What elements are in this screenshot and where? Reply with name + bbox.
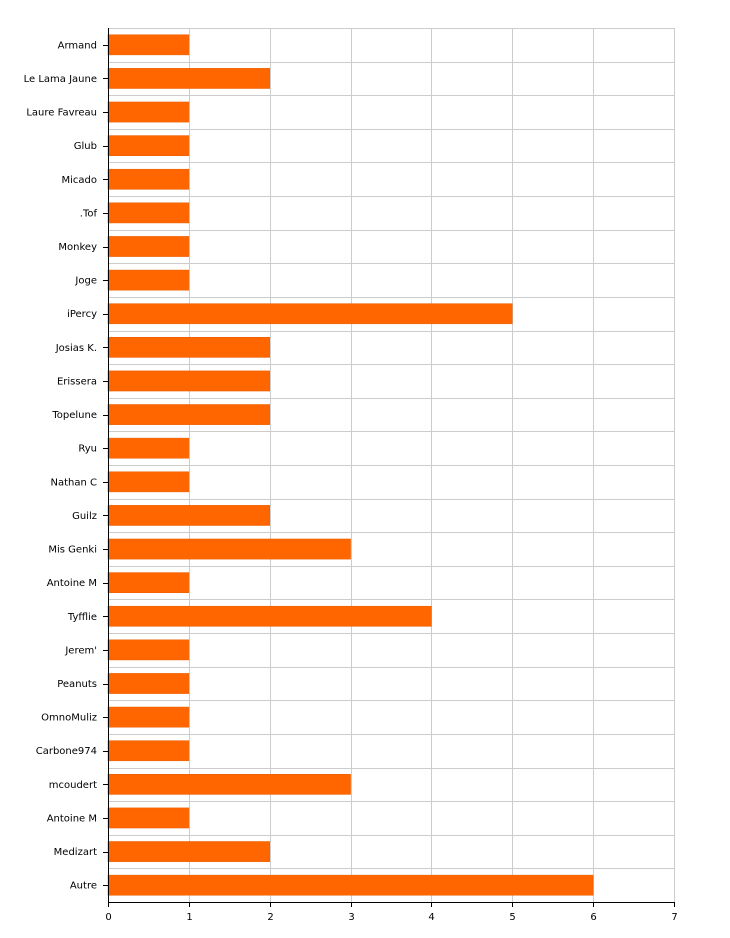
category-label: OmnoMuliz xyxy=(41,712,97,724)
bar xyxy=(108,102,189,122)
category-label: Peanuts xyxy=(57,679,97,690)
category-label: Armand xyxy=(57,40,97,52)
category-label: Carbone974 xyxy=(35,746,97,758)
bar xyxy=(108,35,189,55)
bar xyxy=(108,136,189,156)
bar xyxy=(108,505,270,525)
bar xyxy=(108,741,189,761)
bar xyxy=(108,774,351,794)
bar xyxy=(108,472,189,492)
category-label: Antoine M xyxy=(46,813,97,825)
category-label: Topelune xyxy=(52,410,97,422)
category-label: Autre xyxy=(69,880,97,892)
bar xyxy=(108,841,270,861)
bar xyxy=(108,304,512,324)
x-tick-label: 7 xyxy=(671,912,678,923)
bar xyxy=(108,606,431,626)
bar xyxy=(108,875,593,895)
category-label: Tyfflie xyxy=(67,611,97,623)
x-tick-label: 6 xyxy=(590,912,597,923)
category-label: Medizart xyxy=(53,847,97,859)
category-label: Jerem' xyxy=(65,645,97,657)
category-label: iPercy xyxy=(67,309,97,321)
x-tick-label: 2 xyxy=(267,912,274,923)
bar xyxy=(108,270,189,290)
bar xyxy=(108,640,189,660)
category-label: Monkey xyxy=(58,242,97,253)
category-label: Josias K. xyxy=(55,342,97,354)
bar xyxy=(108,404,270,424)
category-label: Le Lama Jaune xyxy=(23,73,97,85)
category-label: .Tof xyxy=(79,208,97,220)
bar xyxy=(108,169,189,189)
category-label: Guilz xyxy=(72,510,97,522)
bar xyxy=(108,371,270,391)
category-label: Glub xyxy=(73,141,97,153)
x-tick-label: 1 xyxy=(186,912,193,923)
x-tick-label: 3 xyxy=(348,912,355,923)
category-label: Mis Genki xyxy=(48,544,97,556)
bar xyxy=(108,808,189,828)
category-label: mcoudert xyxy=(48,779,97,791)
x-tick-label: 4 xyxy=(428,912,435,923)
bar xyxy=(108,673,189,693)
bar xyxy=(108,539,351,559)
bar xyxy=(108,337,270,357)
category-label: Joge xyxy=(75,275,97,287)
category-label: Laure Favreau xyxy=(26,107,97,119)
bar xyxy=(108,236,189,256)
category-label: Ryu xyxy=(78,443,97,455)
category-label: Erissera xyxy=(56,376,97,388)
bar xyxy=(108,203,189,223)
bar xyxy=(108,573,189,593)
x-tick-label: 5 xyxy=(509,912,516,923)
x-tick-label: 0 xyxy=(105,912,112,923)
bar xyxy=(108,68,270,88)
category-label: Antoine M xyxy=(46,578,97,590)
category-label: Micado xyxy=(61,174,97,186)
bar xyxy=(108,438,189,458)
category-label: Nathan C xyxy=(50,477,97,489)
bar xyxy=(108,707,189,727)
